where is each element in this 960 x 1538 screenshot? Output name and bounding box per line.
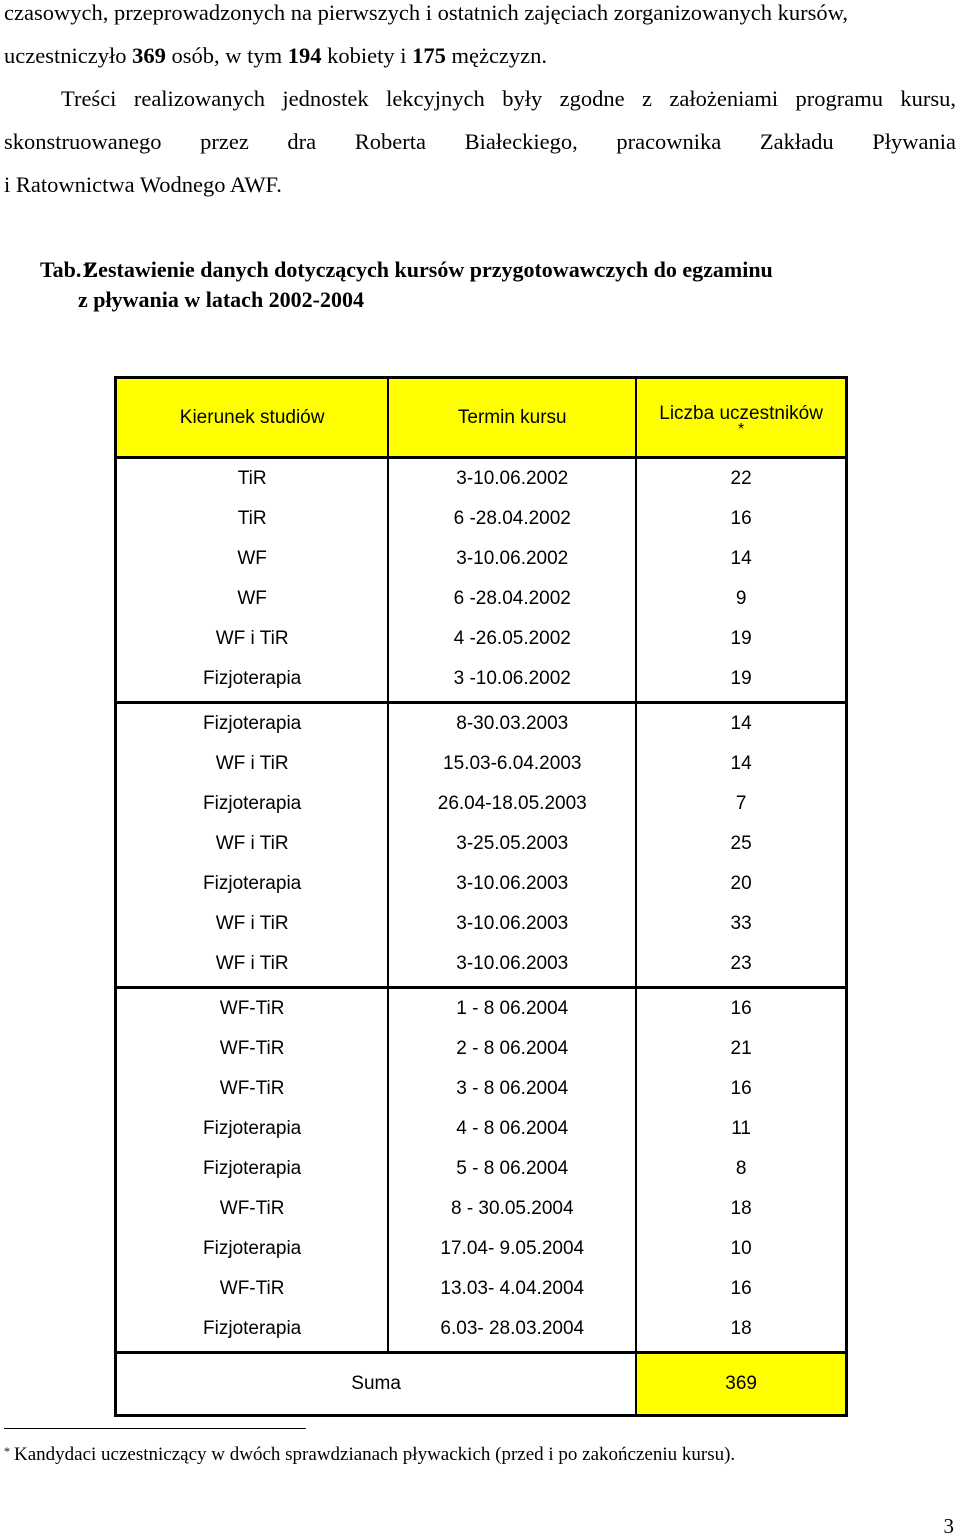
cell-participants: 16 — [636, 1069, 846, 1109]
cell-field-of-study: WF i TiR — [116, 944, 389, 988]
footnote — [4, 1441, 735, 1469]
intro-text: kobiety i — [321, 43, 413, 68]
intro-text: mężczyzn. — [445, 43, 548, 68]
table-row — [116, 1029, 847, 1069]
table-row — [116, 619, 847, 659]
footnote-separator — [4, 1428, 306, 1429]
cell-field-of-study: WF-TiR — [116, 1029, 389, 1069]
cell-participants: 9 — [636, 579, 846, 619]
courses-table — [114, 376, 848, 1417]
cell-participants: 21 — [636, 1029, 846, 1069]
cell-course-dates: 15.03-6.04.2003 — [388, 744, 636, 784]
cell-field-of-study: WF i TiR — [116, 744, 389, 784]
table-row — [116, 1069, 847, 1109]
table-row — [116, 784, 847, 824]
cell-participants: 18 — [636, 1189, 846, 1229]
group-2003 — [116, 703, 847, 988]
table-row — [116, 944, 847, 988]
cell-course-dates: 6 -28.04.2002 — [388, 579, 636, 619]
cell-participants: 19 — [636, 659, 846, 703]
cell-course-dates: 17.04- 9.05.2004 — [388, 1229, 636, 1269]
caption-label: Tab.1. — [40, 257, 98, 282]
cell-field-of-study: WF i TiR — [116, 824, 389, 864]
group-2002 — [116, 458, 847, 703]
table-row — [116, 988, 847, 1030]
cell-participants: 14 — [636, 744, 846, 784]
cell-field-of-study: WF-TiR — [116, 1069, 389, 1109]
intro-line-5: i Ratownictwa Wodnego AWF. — [4, 172, 282, 197]
cell-participants: 16 — [636, 499, 846, 539]
cell-participants: 14 — [636, 703, 846, 745]
cell-course-dates: 8-30.03.2003 — [388, 703, 636, 745]
cell-course-dates: 5 - 8 06.2004 — [388, 1149, 636, 1189]
cell-course-dates: 3-10.06.2003 — [388, 944, 636, 988]
table-row — [116, 744, 847, 784]
cell-participants: 16 — [636, 988, 846, 1030]
table-row — [116, 1229, 847, 1269]
cell-field-of-study: Fizjoterapia — [116, 784, 389, 824]
table-header-row — [116, 378, 847, 458]
sum-value: 369 — [636, 1353, 846, 1416]
intro-line-1: czasowych, przeprowadzonych na pierwszych i ostatnich zajęciach zorganizowanych kursów, — [4, 0, 849, 25]
footnote-text: Kandydaci uczestniczący w dwóch sprawdzianach pływackich (przed i po zakończeniu kursu). — [14, 1444, 736, 1465]
cell-course-dates: 3 - 8 06.2004 — [388, 1069, 636, 1109]
header-participants — [636, 378, 846, 458]
cell-field-of-study: TiR — [116, 499, 389, 539]
table-row — [116, 703, 847, 745]
table-row — [116, 539, 847, 579]
cell-participants: 7 — [636, 784, 846, 824]
cell-field-of-study: WF i TiR — [116, 904, 389, 944]
cell-course-dates: 3-25.05.2003 — [388, 824, 636, 864]
table-row — [116, 659, 847, 703]
caption-line-2: z pływania w latach 2002-2004 — [78, 287, 364, 312]
cell-participants: 20 — [636, 864, 846, 904]
participants-total: 369 — [132, 43, 166, 68]
table-footer — [116, 1353, 847, 1416]
cell-participants: 18 — [636, 1309, 846, 1353]
intro-line-4: skonstruowanego przez dra Roberta Białeckiego, pracownika Zakładu Pływania — [4, 129, 956, 154]
cell-field-of-study: Fizjoterapia — [116, 1149, 389, 1189]
cell-field-of-study: WF — [116, 539, 389, 579]
cell-participants: 22 — [636, 458, 846, 500]
cell-field-of-study: WF-TiR — [116, 988, 389, 1030]
table-header — [116, 378, 847, 458]
intro-text: osób, w tym — [165, 43, 288, 68]
cell-course-dates: 6 -28.04.2002 — [388, 499, 636, 539]
cell-participants: 10 — [636, 1229, 846, 1269]
cell-field-of-study: Fizjoterapia — [116, 1229, 389, 1269]
participants-men: 175 — [412, 43, 446, 68]
cell-field-of-study: Fizjoterapia — [116, 864, 389, 904]
intro-text: uczestniczyło — [4, 43, 133, 68]
cell-participants: 16 — [636, 1269, 846, 1309]
table-row — [116, 499, 847, 539]
cell-participants: 19 — [636, 619, 846, 659]
footnote-marker: * — [738, 420, 745, 438]
header-course-dates: Termin kursu — [388, 378, 636, 458]
cell-course-dates: 1 - 8 06.2004 — [388, 988, 636, 1030]
header-participants-label: Liczba uczestników — [659, 402, 823, 424]
cell-field-of-study: Fizjoterapia — [116, 1109, 389, 1149]
cell-participants: 33 — [636, 904, 846, 944]
cell-course-dates: 13.03- 4.04.2004 — [388, 1269, 636, 1309]
intro-line-2 — [4, 34, 956, 77]
cell-course-dates: 6.03- 28.03.2004 — [388, 1309, 636, 1353]
intro-line-3: Treści realizowanych jednostek lekcyjnych były zgodne z założeniami programu kursu, — [61, 86, 956, 111]
cell-course-dates: 8 - 30.05.2004 — [388, 1189, 636, 1229]
caption-line-1 — [40, 255, 920, 285]
table-row — [116, 824, 847, 864]
cell-course-dates: 3-10.06.2002 — [388, 458, 636, 500]
sum-row — [116, 1353, 847, 1416]
table-row — [116, 1149, 847, 1189]
cell-participants: 14 — [636, 539, 846, 579]
table-row — [116, 579, 847, 619]
cell-course-dates: 3-10.06.2002 — [388, 539, 636, 579]
table-row — [116, 458, 847, 500]
cell-field-of-study: Fizjoterapia — [116, 1309, 389, 1353]
cell-participants: 25 — [636, 824, 846, 864]
table-caption — [40, 255, 920, 315]
table-row — [116, 1189, 847, 1229]
cell-field-of-study: WF i TiR — [116, 619, 389, 659]
sum-label: Suma — [116, 1353, 637, 1416]
table-row — [116, 904, 847, 944]
cell-course-dates: 4 -26.05.2002 — [388, 619, 636, 659]
participants-women: 194 — [287, 43, 322, 68]
cell-participants: 23 — [636, 944, 846, 988]
cell-course-dates: 3-10.06.2003 — [388, 864, 636, 904]
table-row — [116, 1109, 847, 1149]
table-row — [116, 1269, 847, 1309]
cell-field-of-study: TiR — [116, 458, 389, 500]
cell-field-of-study: WF-TiR — [116, 1189, 389, 1229]
cell-course-dates: 3 -10.06.2002 — [388, 659, 636, 703]
cell-course-dates: 4 - 8 06.2004 — [388, 1109, 636, 1149]
cell-participants: 8 — [636, 1149, 846, 1189]
cell-participants: 11 — [636, 1109, 846, 1149]
cell-field-of-study: Fizjoterapia — [116, 703, 389, 745]
table-row — [116, 864, 847, 904]
footnote-mark: * — [4, 1444, 10, 1458]
page-number: 3 — [943, 1514, 954, 1538]
cell-field-of-study: WF-TiR — [116, 1269, 389, 1309]
cell-field-of-study: Fizjoterapia — [116, 659, 389, 703]
cell-course-dates: 26.04-18.05.2003 — [388, 784, 636, 824]
cell-course-dates: 2 - 8 06.2004 — [388, 1029, 636, 1069]
caption-title: Zestawienie danych dotyczących kursów przygotowawczych do egzaminu — [83, 257, 773, 282]
cell-field-of-study: WF — [116, 579, 389, 619]
group-2004 — [116, 988, 847, 1353]
header-field-of-study: Kierunek studiów — [116, 378, 389, 458]
cell-course-dates: 3-10.06.2003 — [388, 904, 636, 944]
table-row — [116, 1309, 847, 1353]
